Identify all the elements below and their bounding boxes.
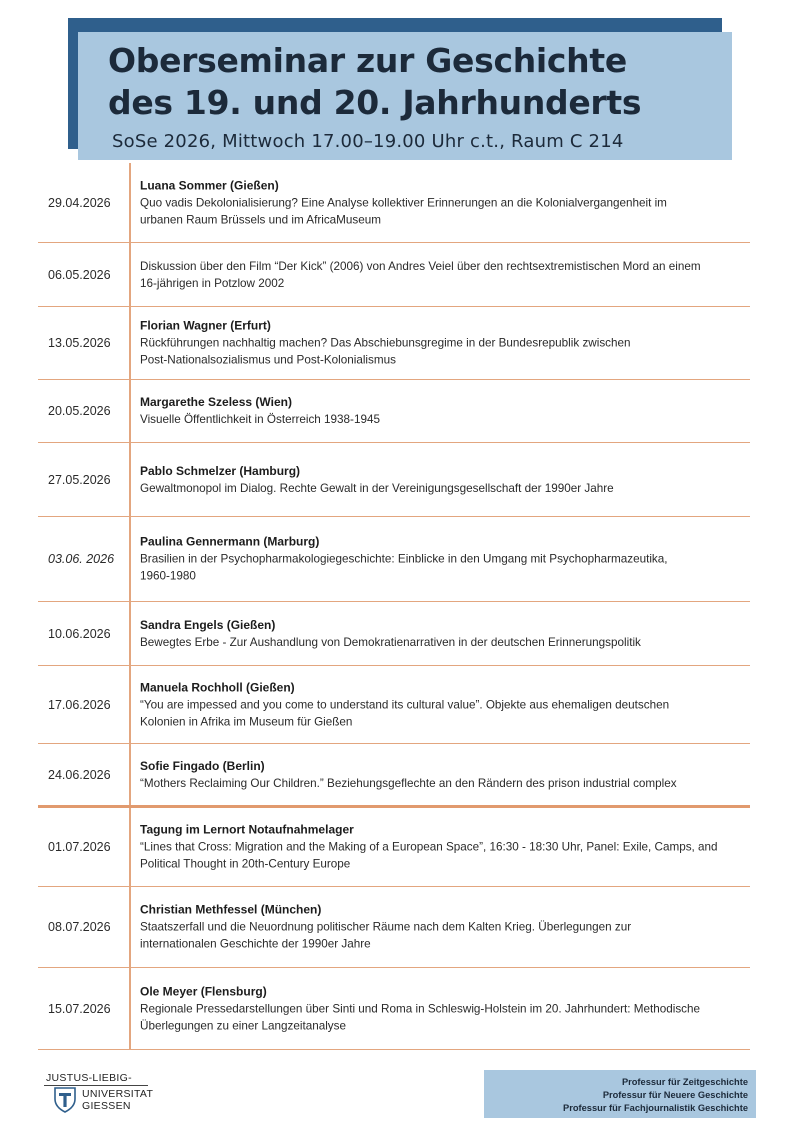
session-date: 24.06.2026	[48, 767, 111, 782]
session-topic-line: Visuelle Öffentlichkeit in Österreich 1938-1945	[140, 413, 380, 426]
schedule-row	[38, 517, 750, 602]
session-date: 29.04.2026	[48, 195, 111, 210]
session-speaker: Florian Wagner (Erfurt)	[140, 318, 271, 333]
session-topic-line: internationalen Geschichte der 1990er Jahre	[140, 937, 371, 951]
logo-rule	[44, 1085, 148, 1086]
schedule-row	[38, 307, 750, 380]
session-speaker: Luana Sommer (Gießen)	[140, 178, 279, 192]
session-topic-line: Bewegtes Erbe - Zur Aushandlung von Demokratienarrativen in der deutschen Erinnerungspolitik	[140, 635, 641, 649]
session-topic-line: Political Thought in 20th-Century Europe	[140, 857, 351, 871]
logo-text-line-1: JUSTUS-LIEBIG-	[46, 1072, 132, 1084]
session-topic-line: Quo vadis Dekolonialisierung? Eine Analyse kollektiver Erinnerungen an die Kolonialvergangenheit im	[140, 196, 667, 209]
session-content	[140, 394, 746, 428]
session-date: 01.07.2026	[48, 840, 111, 854]
schedule-row	[38, 968, 750, 1050]
session-date: 10.06.2026	[48, 626, 111, 641]
session-date: 03.06. 2026	[48, 552, 115, 566]
session-content	[140, 617, 746, 651]
session-content	[140, 679, 746, 730]
university-shield-icon	[54, 1087, 76, 1113]
session-topic-line: urbanen Raum Brüssels und im AfricaMuseum	[140, 213, 381, 226]
session-date: 20.05.2026	[48, 404, 111, 418]
page-subtitle: SoSe 2026, Mittwoch 17.00–19.00 Uhr c.t., Raum C 214	[112, 131, 624, 152]
session-speaker: Pablo Schmelzer (Hamburg)	[140, 463, 301, 478]
title-line-1: Oberseminar zur Geschichte	[108, 41, 627, 80]
session-topic-line: “You are impessed and you come to understand its cultural value”. Objekte aus ehemaligen deutschen	[140, 698, 670, 711]
schedule-row	[38, 602, 750, 666]
session-speaker: Christian Methfessel (München)	[140, 902, 322, 917]
session-topic-line: “Lines that Cross: Migration and the Making of a European Space”, 16:30 - 18:30 Uhr, Panel: Exile, Camps, and	[140, 840, 718, 854]
session-topic-line: Überlegungen zu einer Langzeitanalyse	[140, 1019, 346, 1032]
session-content	[140, 983, 746, 1034]
schedule-row	[38, 808, 750, 887]
schedule-row	[38, 744, 750, 808]
professorships-box	[484, 1070, 756, 1118]
session-content	[140, 463, 746, 497]
session-date: 13.05.2026	[48, 336, 111, 350]
session-speaker: Margarethe Szeless (Wien)	[140, 395, 292, 409]
session-topic-line: Brasilien in der Psychopharmakologiegeschichte: Einblicke in den Umgang mit Psychopharmazeutika,	[140, 552, 668, 566]
professorship-label: Professur für Neuere Geschichte	[602, 1090, 748, 1100]
schedule-table	[38, 163, 750, 1050]
session-content	[140, 258, 746, 292]
professorship-label: Professur für Fachjournalistik Geschichte	[563, 1103, 748, 1113]
session-speaker: Paulina Gennermann (Marburg)	[140, 534, 320, 549]
university-logo	[44, 1070, 154, 1118]
schedule-row	[38, 243, 750, 307]
session-content	[140, 902, 746, 953]
session-speaker: Tagung im Lernort Notaufnahmelager	[140, 822, 354, 837]
session-topic-line: Diskussion über den Film “Der Kick” (2006) von Andres Veiel über den rechtsextremistischen Mord an einem	[140, 259, 701, 273]
logo-text-line-2: UNIVERSITAT	[82, 1088, 154, 1100]
session-topic-line: 16-jährigen in Potzlow 2002	[140, 276, 285, 290]
session-speaker: Manuela Rochholl (Gießen)	[140, 680, 295, 694]
logo-text-line-3: GIESSEN	[82, 1100, 131, 1112]
session-date: 27.05.2026	[48, 472, 111, 487]
session-topic-line: Gewaltmonopol im Dialog. Rechte Gewalt in der Vereinigungsgesellschaft der 1990er Jahre	[140, 481, 614, 495]
session-content	[140, 822, 746, 873]
session-topic-line: Rückführungen nachhaltig machen? Das Abschiebunsgregime in der Bundesrepublik zwischen	[140, 336, 631, 350]
session-content	[140, 534, 746, 585]
session-topic-line: Post-Nationalsozialismus und Post-Kolonialismus	[140, 353, 396, 367]
session-speaker: Sandra Engels (Gießen)	[140, 617, 276, 632]
page-title	[108, 40, 728, 124]
session-topic-line: “Mothers Reclaiming Our Children.” Beziehungsgeflechte an den Rändern des prison industrial complex	[140, 776, 677, 790]
session-date: 17.06.2026	[48, 697, 111, 712]
session-topic-line: Kolonien in Afrika im Museum für Gießen	[140, 715, 353, 728]
session-content	[140, 177, 746, 228]
schedule-row	[38, 163, 750, 243]
schedule-row	[38, 666, 750, 744]
schedule-row	[38, 443, 750, 517]
session-topic-line: Staatszerfall und die Neuordnung politischer Räume nach dem Kalten Krieg. Überlegungen zur	[140, 920, 632, 934]
session-topic-line: Regionale Pressedarstellungen über Sinti und Roma in Schleswig-Holstein im 20. Jahrhundert: Methodische	[140, 1002, 701, 1015]
session-speaker: Sofie Fingado (Berlin)	[140, 758, 265, 773]
schedule-row	[38, 887, 750, 968]
title-line-2: des 19. und 20. Jahrhunderts	[108, 83, 642, 122]
session-content	[140, 758, 746, 792]
schedule-row	[38, 380, 750, 443]
session-topic-line: 1960-1980	[140, 569, 196, 583]
session-date: 06.05.2026	[48, 267, 111, 282]
session-content	[140, 318, 746, 369]
professorship-label: Professur für Zeitgeschichte	[621, 1077, 748, 1087]
session-date: 08.07.2026	[48, 920, 111, 934]
session-date: 15.07.2026	[48, 1001, 111, 1016]
session-speaker: Ole Meyer (Flensburg)	[140, 984, 267, 998]
